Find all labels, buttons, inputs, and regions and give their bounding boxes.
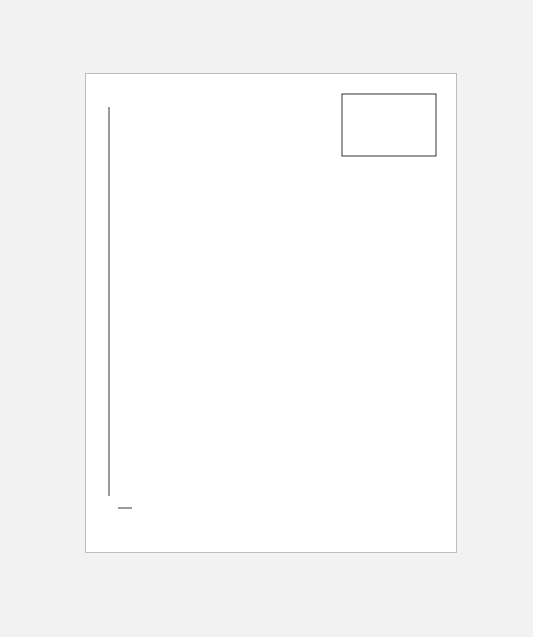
notes-box [342, 94, 436, 156]
